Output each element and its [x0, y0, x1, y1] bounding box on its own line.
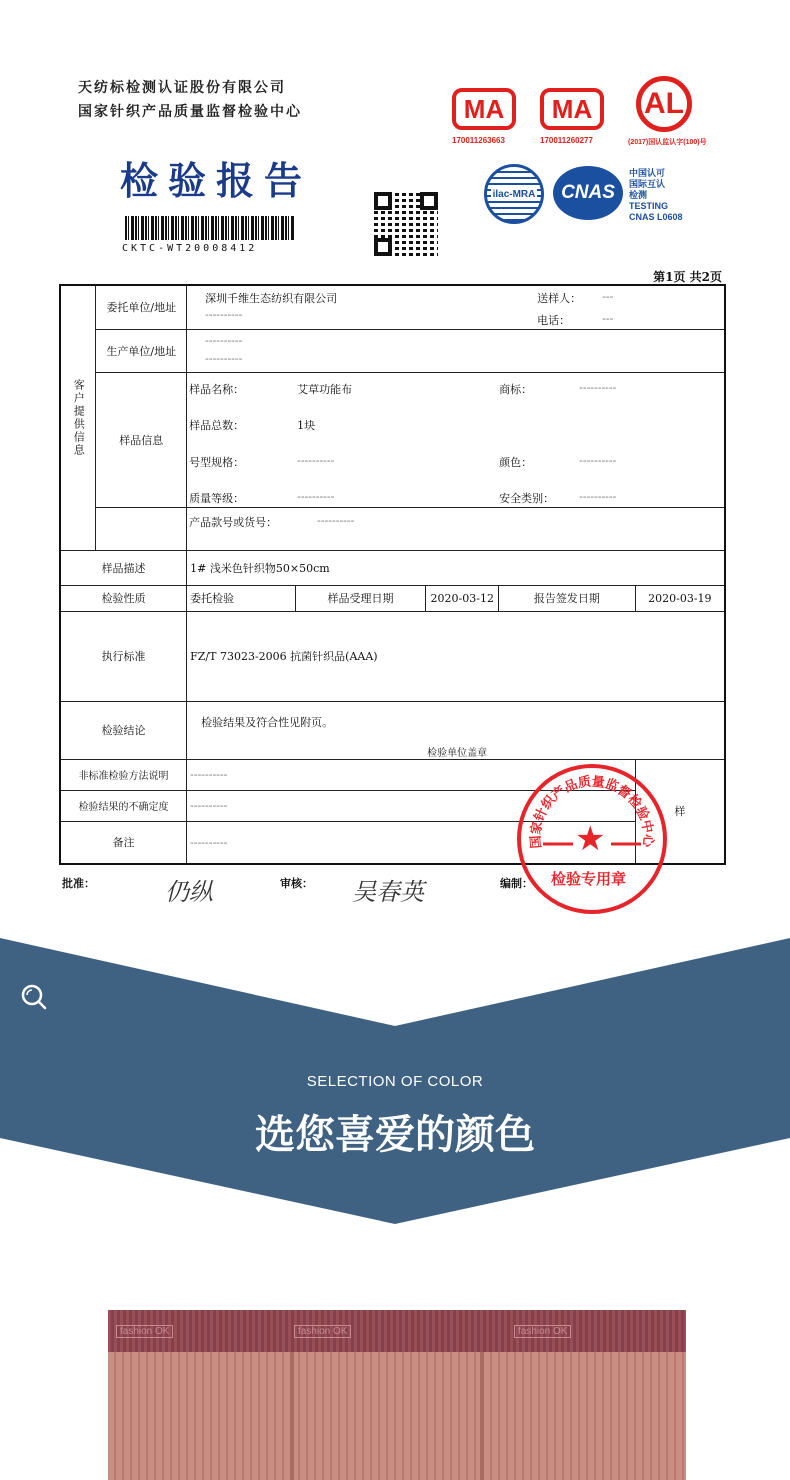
product-waistband: [108, 1310, 686, 1352]
cma-number-2: 170011260277: [540, 136, 593, 145]
approve-label: 批准：: [62, 877, 95, 890]
report-title: 检验报告: [120, 158, 313, 203]
seal-bottom-text: 检验专用章: [551, 870, 627, 888]
producer-value-2: ----------: [205, 352, 243, 365]
brand-logo: fashion OK: [294, 1325, 351, 1338]
producer-label: 生产单位/地址: [96, 329, 187, 372]
uncertainty-label: 检验结果的不确定度: [60, 790, 187, 821]
cma-logo-1: [452, 88, 516, 145]
producer-value-1: ----------: [205, 334, 243, 347]
cal-icon: AL: [636, 76, 692, 132]
org-name: 天纺标检测认证股份有限公司: [78, 80, 286, 96]
seal-text: 国家针织产品质量监督检验中心: [528, 774, 656, 849]
cma-icon: MA: [452, 88, 516, 130]
phone-value: ---: [602, 312, 614, 326]
page-info: 第1页 共2页: [653, 270, 722, 284]
description-label: 样品描述: [60, 550, 187, 585]
conclusion-label: 检验结论: [60, 701, 187, 759]
nature-label: 检验性质: [60, 585, 187, 611]
trademark-label: 商标：: [499, 382, 533, 396]
seal-star-icon: ★: [575, 819, 606, 859]
sample-name-label: 样品名称：: [189, 382, 245, 396]
color-label: 颜色：: [499, 455, 533, 469]
section-subtitle: SELECTION OF COLOR: [306, 1073, 484, 1090]
ilac-mra-icon: [484, 164, 544, 224]
safety-value: ----------: [579, 489, 617, 503]
official-seal: [517, 764, 667, 914]
cnas-text: 中国认可 国际互认 检测 TESTING CNAS L0608: [629, 168, 683, 222]
sender-label: 送样人：: [537, 292, 582, 306]
cal-logo: [628, 76, 718, 147]
seal-label: 检验单位盖章: [427, 747, 488, 759]
color-value: ----------: [579, 453, 617, 467]
qr-code: [374, 192, 438, 256]
sample-count-label: 样品总数：: [189, 418, 245, 432]
client-value: 深圳千维生态纺织有限公司: [205, 292, 338, 306]
model-value: ----------: [297, 453, 335, 467]
client-label: 委托单位/地址: [96, 285, 187, 329]
barcode: [125, 216, 295, 240]
sample-name-value: 艾草功能布: [297, 382, 353, 396]
cnas-icon: CNAS: [553, 166, 623, 220]
model-label: 号型规格：: [189, 455, 245, 469]
brand-logo: fashion OK: [514, 1325, 571, 1338]
cma-number-1: 170011263663: [452, 136, 505, 145]
cma-icon: MA: [540, 88, 604, 130]
remark-value: ----------: [187, 821, 636, 864]
review-signature: 吴春英: [352, 878, 424, 906]
sender-value: ---: [602, 290, 614, 304]
brand-logo: fashion OK: [116, 1325, 173, 1338]
sample-info-label: 样品信息: [96, 372, 187, 507]
style-value: ----------: [317, 514, 355, 527]
nonstandard-value: ----------: [187, 759, 636, 790]
cma-logo-2: [540, 88, 604, 145]
edit-label: 编制：: [500, 877, 533, 890]
quality-value: ----------: [297, 489, 335, 503]
style-label: 产品款号或货号：: [189, 516, 278, 529]
side-mark: 样: [635, 759, 725, 864]
client-address: ----------: [205, 308, 243, 322]
safety-label: 安全类别：: [499, 491, 555, 505]
received-date-value: 2020-03-12: [426, 585, 499, 611]
standard-value: FZ/T 73023-2006 抗菌针织品(AAA): [187, 611, 725, 701]
standard-label: 执行标准: [60, 611, 187, 701]
remark-label: 备注: [60, 821, 187, 864]
approve-signature: 仍纵: [165, 878, 213, 906]
review-label: 审核：: [280, 877, 313, 890]
description-value: 1# 浅米色针织物50×50cm: [187, 550, 725, 585]
nonstandard-label: 非标准检验方法说明: [60, 759, 187, 790]
fabric-seam: [290, 1352, 294, 1480]
search-icon[interactable]: [20, 983, 48, 1015]
quality-label: 质量等级：: [189, 491, 245, 505]
ilac-text: ilac-MRA: [492, 188, 536, 200]
phone-label: 电话：: [537, 314, 571, 328]
cal-number: (2017)国认监认字(100)号: [628, 139, 707, 146]
issued-date-label: 报告签发日期: [499, 585, 636, 611]
fabric-seam: [480, 1352, 484, 1480]
customer-info-label: 客户提供信息: [60, 285, 96, 550]
section-title: 选您喜爱的颜色: [255, 1112, 535, 1158]
uncertainty-value: ----------: [187, 790, 636, 821]
issued-date-value: 2020-03-19: [635, 585, 725, 611]
sample-count-value: 1块: [297, 418, 316, 432]
org-center-name: 国家针织产品质量监督检验中心: [78, 104, 302, 120]
received-date-label: 样品受理日期: [295, 585, 426, 611]
trademark-value: ----------: [579, 380, 617, 394]
conclusion-value: 检验结果及符合性见附页。: [201, 715, 334, 729]
barcode-number: CKTC-WT20008412: [122, 243, 258, 254]
nature-value: 委托检验: [187, 585, 296, 611]
